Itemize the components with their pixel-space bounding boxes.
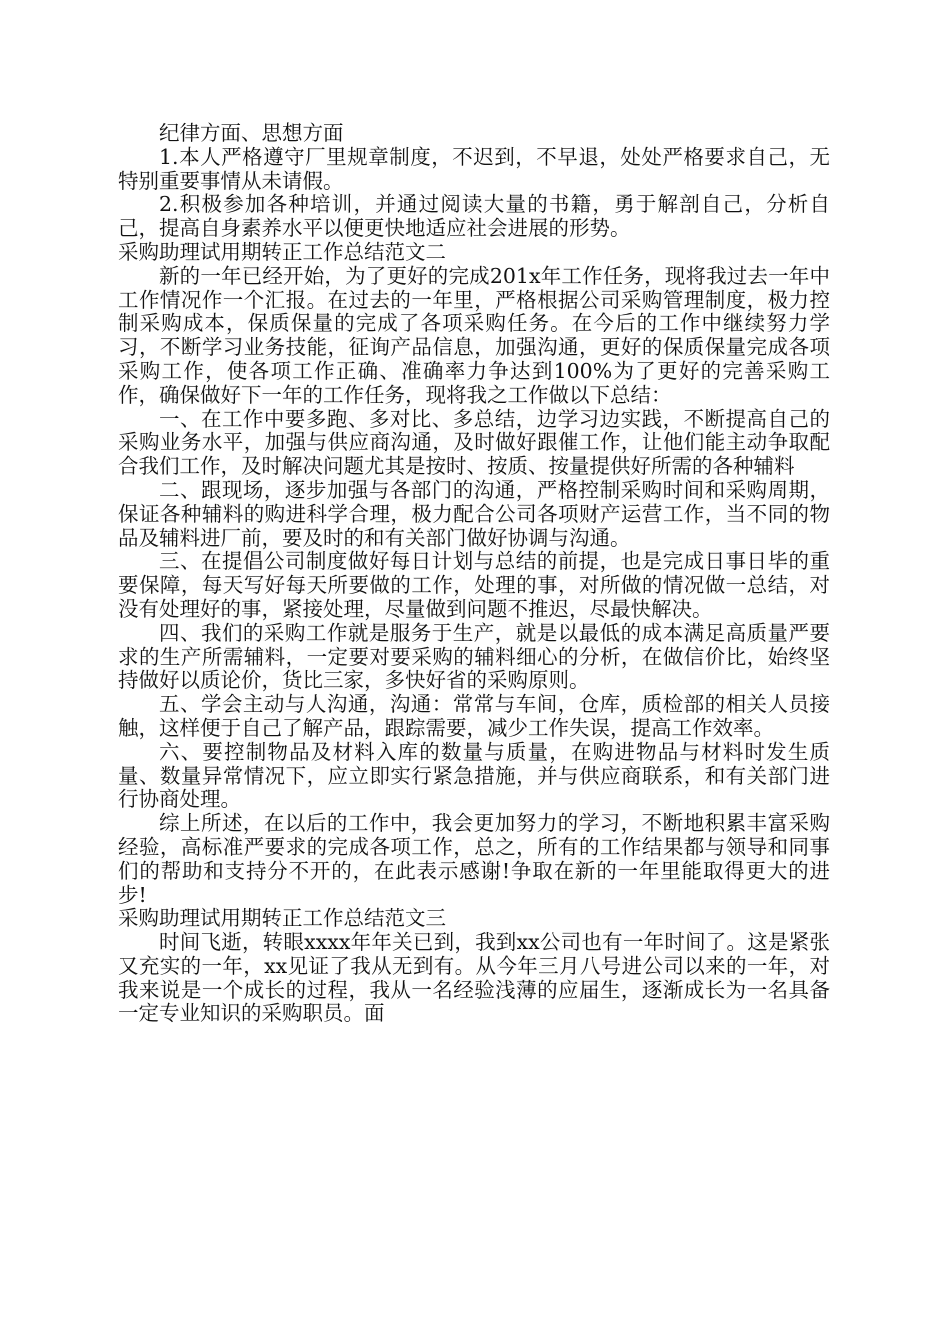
section2-paragraph: 三、在提倡公司制度做好每日计划与总结的前提，也是完成日事日毕的重要保障，每天写好每天所要做的工作，处理的事，对所做的情况做一总结，对没有处理好的事，紧接处理，尽量做到问题不推迟，尽最快解决。 [118,549,830,621]
section2-paragraph: 二、跟现场，逐步加强与各部门的沟通，严格控制采购时间和采购周期，保证各种辅料的购进科学合理，极力配合公司各项财产运营工作，当不同的物品及辅料进厂前，要及时的和有关部门做好协调与沟通。 [118,477,830,550]
section3-title: 采购助理试用期转正工作总结范文三 [118,906,446,931]
section1-item-2: 2.积极参加各种培训，并通过阅读大量的书籍，勇于解剖自己，分析自己，提高自身素养水平以便更快地适应社会进展的形势。 [118,192,830,241]
section2-title: 采购助理试用期转正工作总结范文二 [118,239,446,264]
document-page [118,122,830,1026]
section1-intro: 纪律方面、思想方面 [159,121,344,145]
section2-paragraph: 新的一年已经开始，为了更好的完成201x年工作任务，现将我过去一年中工作情况作一个汇报。在过去的一年里，严格根据公司采购管理制度，极力控制采购成本，保质保量的完成了各项采购任务。在今后的工作中继续努力学习，不断学习业务技能，征询产品信息，加强沟通，更好的保质保量完成各项采购工作，使各项工作正确、准确率力争达到100%为了更好的完善采购工作，确保做好下一年的工作任务，现将我之工作做以下总结： [118,263,830,407]
section2-paragraph: 一、在工作中要多跑、多对比、多总结，边学习边实践，不断提高自己的采购业务水平，加强与供应商沟通，及时做好跟催工作，让他们能主动争取配合我们工作，及时解决问题尤其是按时、按质、按量提供好所需的各种辅料 [118,406,830,479]
section2-paragraph: 六、要控制物品及材料入库的数量与质量，在购进物品与材料时发生质量、数量异常情况下，应立即实行紧急措施，并与供应商联系，和有关部门进行协商处理。 [118,739,830,812]
section3-paragraph: 时间飞逝，转眼xxxx年年关已到，我到xx公司也有一年时间了。这是紧张又充实的一年，xx见证了我从无到有。从今年三月八号进公司以来的一年，对我来说是一个成长的过程，我从一名经验浅薄的应届生，逐渐成长为一名具备一定专业知识的采购职员。面 [118,930,830,1026]
section2-paragraph: 综上所述，在以后的工作中，我会更加努力的学习，不断地积累丰富采购经验，高标准严要求的完成各项工作，总之，所有的工作结果都与领导和同事们的帮助和支持分不开的，在此表示感谢!争取在新的一年里能取得更大的进步! [118,811,830,907]
section2-paragraph: 五、学会主动与人沟通，沟通：常常与车间，仓库，质检部的相关人员接触，这样便于自己了解产品，跟踪需要，减少工作失误，提高工作效率。 [118,692,830,740]
section1-item-1: 1.本人严格遵守厂里规章制度，不迟到，不早退，处处严格要求自己，无特别重要事情从未请假。 [118,144,830,193]
section2-paragraph: 四、我们的采购工作就是服务于生产，就是以最低的成本满足高质量严要求的生产所需辅料，一定要对要采购的辅料细心的分析，在做信价比，始终坚持做好以质论价，货比三家，多快好省的采购原则。 [118,620,830,693]
